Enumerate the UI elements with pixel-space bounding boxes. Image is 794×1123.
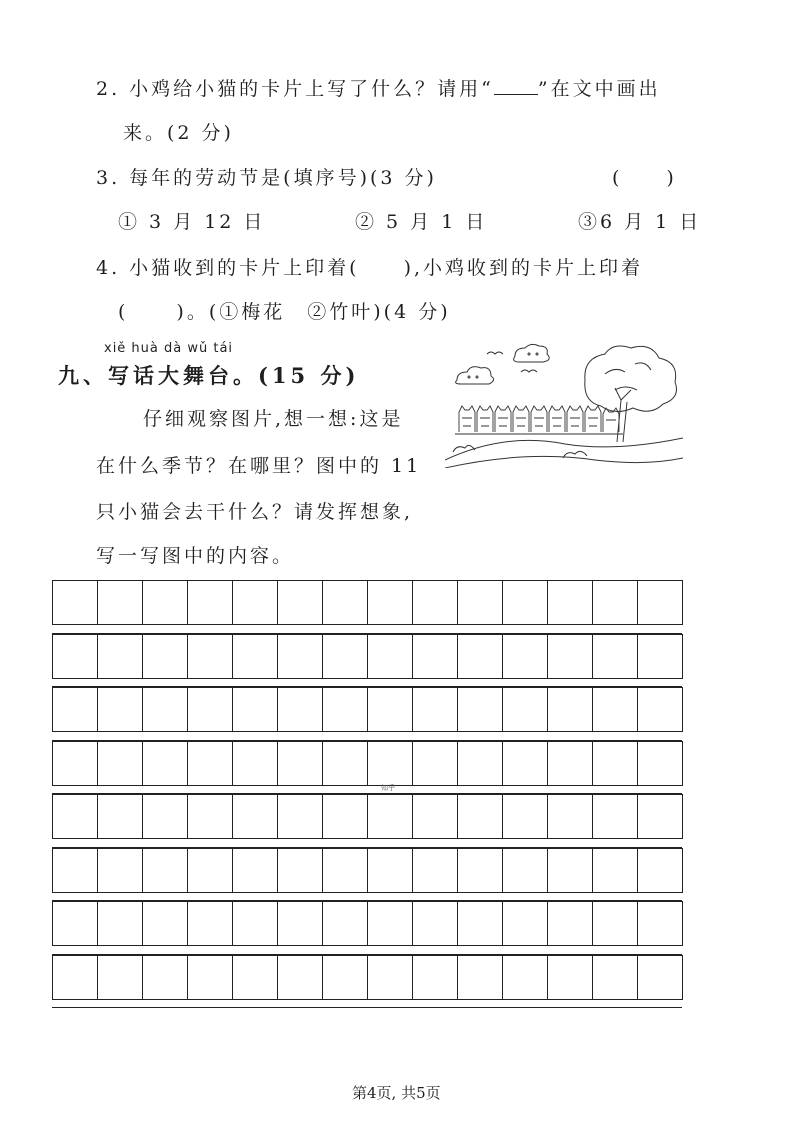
grid-cell[interactable] bbox=[143, 580, 188, 625]
grid-cell[interactable] bbox=[53, 901, 98, 946]
writing-grid[interactable] bbox=[52, 580, 682, 1008]
grid-cell[interactable] bbox=[98, 687, 143, 732]
q4-line2 bbox=[118, 297, 451, 324]
section9-prompt-2: 在什么季节？在哪里？图中的 11 bbox=[96, 455, 422, 477]
grid-cell[interactable] bbox=[233, 634, 278, 679]
q4-text-b: ),小鸡收到的卡片上印着 bbox=[403, 257, 644, 279]
grid-cells bbox=[52, 955, 683, 1000]
grid-cell[interactable] bbox=[233, 687, 278, 732]
grid-cell[interactable] bbox=[503, 634, 548, 679]
grid-cell[interactable] bbox=[323, 848, 368, 893]
grid-cell[interactable] bbox=[503, 955, 548, 1000]
grid-cell[interactable] bbox=[188, 848, 233, 893]
watermark-text: 知乎 bbox=[381, 784, 395, 792]
grid-cell[interactable] bbox=[413, 955, 458, 1000]
grid-cell[interactable] bbox=[638, 901, 683, 946]
grid-cell[interactable] bbox=[98, 901, 143, 946]
grid-cell[interactable] bbox=[593, 794, 638, 839]
q2-line2: 来。(2 分) bbox=[123, 122, 234, 144]
grid-cell[interactable] bbox=[233, 794, 278, 839]
grid-row-gap bbox=[52, 946, 682, 955]
grid-cell[interactable] bbox=[143, 901, 188, 946]
grid-cell[interactable] bbox=[188, 901, 233, 946]
section9-prompt-1: 仔细观察图片,想一想:这是 bbox=[143, 408, 404, 430]
grid-cell[interactable] bbox=[233, 955, 278, 1000]
grid-cell[interactable] bbox=[413, 794, 458, 839]
grid-cell[interactable] bbox=[98, 580, 143, 625]
grid-row bbox=[52, 848, 682, 902]
grid-cell[interactable] bbox=[323, 794, 368, 839]
grid-cell[interactable] bbox=[188, 687, 233, 732]
grid-cell[interactable] bbox=[368, 580, 413, 625]
grid-cell[interactable] bbox=[98, 741, 143, 786]
grid-cell[interactable] bbox=[323, 901, 368, 946]
grid-cells bbox=[52, 687, 683, 732]
grid-cell[interactable] bbox=[188, 634, 233, 679]
cats-illustration bbox=[445, 340, 683, 468]
q2-text-b: ”在文中画出 bbox=[537, 78, 661, 100]
grid-cell[interactable] bbox=[458, 955, 503, 1000]
q2-line1 bbox=[96, 74, 661, 101]
grid-cell[interactable] bbox=[458, 901, 503, 946]
grid-cell[interactable] bbox=[413, 901, 458, 946]
grid-cell[interactable] bbox=[53, 580, 98, 625]
grid-cell[interactable] bbox=[548, 687, 593, 732]
grid-cell[interactable] bbox=[278, 580, 323, 625]
q2-underline-sample bbox=[494, 94, 538, 95]
grid-row-gap bbox=[52, 1000, 682, 1009]
q3-stem: 3. 每年的劳动节是(填序号)(3 分) bbox=[96, 167, 437, 189]
grid-cell[interactable] bbox=[638, 848, 683, 893]
page-footer: 第4页, 共5页 bbox=[352, 1084, 441, 1102]
grid-cell[interactable] bbox=[413, 741, 458, 786]
grid-row bbox=[52, 580, 682, 634]
grid-cell[interactable] bbox=[548, 741, 593, 786]
grid-cell[interactable] bbox=[458, 580, 503, 625]
q3-option-2: ② 5 月 1 日 bbox=[355, 211, 488, 233]
grid-row bbox=[52, 794, 682, 848]
grid-cell[interactable] bbox=[503, 741, 548, 786]
grid-cell[interactable] bbox=[188, 955, 233, 1000]
grid-row-gap bbox=[52, 893, 682, 902]
grid-cell[interactable] bbox=[593, 634, 638, 679]
grid-cell[interactable] bbox=[188, 794, 233, 839]
section9-pinyin: xiě huà dà wǔ tái bbox=[104, 341, 234, 356]
grid-cell[interactable] bbox=[503, 580, 548, 625]
grid-cell[interactable] bbox=[413, 848, 458, 893]
grid-row bbox=[52, 901, 682, 955]
grid-cell[interactable] bbox=[143, 848, 188, 893]
grid-cell[interactable] bbox=[323, 955, 368, 1000]
grid-cell[interactable] bbox=[323, 580, 368, 625]
grid-cell[interactable] bbox=[53, 794, 98, 839]
grid-cell[interactable] bbox=[233, 901, 278, 946]
grid-row bbox=[52, 687, 682, 741]
grid-cell[interactable] bbox=[368, 741, 413, 786]
grid-cells bbox=[52, 580, 683, 625]
grid-cell[interactable] bbox=[278, 794, 323, 839]
grid-cell[interactable] bbox=[278, 687, 323, 732]
q3-option-3: ③6 月 1 日 bbox=[578, 211, 702, 233]
section9-prompt-4: 写一写图中的内容。 bbox=[96, 545, 295, 567]
grid-cell[interactable] bbox=[368, 955, 413, 1000]
grid-cell[interactable] bbox=[323, 687, 368, 732]
grid-cell[interactable] bbox=[98, 634, 143, 679]
grid-cell[interactable] bbox=[593, 580, 638, 625]
q3-option-1: ① 3 月 12 日 bbox=[118, 211, 266, 233]
grid-cell[interactable] bbox=[638, 955, 683, 1000]
grid-cell[interactable] bbox=[548, 634, 593, 679]
grid-cell[interactable] bbox=[143, 955, 188, 1000]
grid-cell[interactable] bbox=[368, 901, 413, 946]
grid-cell[interactable] bbox=[458, 794, 503, 839]
grid-cell[interactable] bbox=[503, 901, 548, 946]
grid-cells bbox=[52, 741, 683, 786]
grid-cell[interactable] bbox=[593, 687, 638, 732]
grid-cell[interactable] bbox=[548, 794, 593, 839]
grid-cells bbox=[52, 901, 683, 946]
grid-cell[interactable] bbox=[458, 741, 503, 786]
grid-cell[interactable] bbox=[503, 794, 548, 839]
grid-cell[interactable] bbox=[503, 687, 548, 732]
section9-prompt-3: 只小猫会去干什么？请发挥想象, bbox=[96, 501, 414, 523]
grid-cell[interactable] bbox=[323, 741, 368, 786]
grid-cell[interactable] bbox=[458, 848, 503, 893]
grid-cell[interactable] bbox=[368, 848, 413, 893]
q4-line2-a: ( bbox=[118, 301, 129, 323]
grid-cell[interactable] bbox=[98, 848, 143, 893]
grid-cell[interactable] bbox=[53, 687, 98, 732]
grid-cells bbox=[52, 634, 683, 679]
grid-cell[interactable] bbox=[458, 634, 503, 679]
grid-cell[interactable] bbox=[413, 634, 458, 679]
section9-title: 九、写话大舞台。(15 分) bbox=[58, 363, 360, 388]
q4-text-a: 4. 小猫收到的卡片上印着( bbox=[96, 257, 360, 279]
grid-cell[interactable] bbox=[188, 741, 233, 786]
grid-cell[interactable] bbox=[278, 848, 323, 893]
grid-cell[interactable] bbox=[98, 955, 143, 1000]
grid-cell[interactable] bbox=[98, 794, 143, 839]
grid-cell[interactable] bbox=[638, 741, 683, 786]
grid-cell[interactable] bbox=[638, 794, 683, 839]
grid-cell[interactable] bbox=[143, 634, 188, 679]
grid-cell[interactable] bbox=[638, 580, 683, 625]
grid-row-gap bbox=[52, 732, 682, 741]
grid-cell[interactable] bbox=[593, 848, 638, 893]
grid-cell[interactable] bbox=[278, 634, 323, 679]
grid-cell[interactable] bbox=[548, 955, 593, 1000]
grid-cell[interactable] bbox=[593, 901, 638, 946]
grid-cell[interactable] bbox=[368, 687, 413, 732]
grid-cell[interactable] bbox=[233, 741, 278, 786]
q3-answer-paren[interactable]: ( ) bbox=[612, 167, 677, 189]
grid-cell[interactable] bbox=[143, 741, 188, 786]
grid-cell[interactable] bbox=[368, 634, 413, 679]
grid-cell[interactable] bbox=[593, 955, 638, 1000]
grid-cell[interactable] bbox=[143, 687, 188, 732]
grid-cell[interactable] bbox=[368, 794, 413, 839]
grid-cells bbox=[52, 794, 683, 839]
grid-row-gap bbox=[52, 625, 682, 634]
grid-row bbox=[52, 634, 682, 688]
grid-row bbox=[52, 955, 682, 1009]
grid-cell[interactable] bbox=[503, 848, 548, 893]
grid-cell[interactable] bbox=[278, 901, 323, 946]
grid-row-gap bbox=[52, 839, 682, 848]
q2-text-a: 2. 小鸡给小猫的卡片上写了什么？请用“ bbox=[96, 78, 494, 100]
grid-cell[interactable] bbox=[188, 580, 233, 625]
grid-cell[interactable] bbox=[458, 687, 503, 732]
grid-cells bbox=[52, 848, 683, 893]
grid-cell[interactable] bbox=[593, 741, 638, 786]
grid-cell[interactable] bbox=[548, 580, 593, 625]
grid-cell[interactable] bbox=[413, 687, 458, 732]
grid-cell[interactable] bbox=[413, 580, 458, 625]
grid-row-gap bbox=[52, 786, 682, 795]
grid-cell[interactable] bbox=[638, 687, 683, 732]
q4-line2-b: )。(①梅花 ②竹叶)(4 分) bbox=[176, 301, 451, 323]
grid-cell[interactable] bbox=[233, 848, 278, 893]
grid-cell[interactable] bbox=[548, 901, 593, 946]
grid-cell[interactable] bbox=[638, 634, 683, 679]
grid-cell[interactable] bbox=[278, 741, 323, 786]
q4-line1 bbox=[96, 253, 643, 280]
grid-cell[interactable] bbox=[53, 955, 98, 1000]
grid-row bbox=[52, 741, 682, 795]
grid-cell[interactable] bbox=[233, 580, 278, 625]
grid-cell[interactable] bbox=[548, 848, 593, 893]
grid-row-gap bbox=[52, 679, 682, 688]
grid-cell[interactable] bbox=[53, 634, 98, 679]
grid-cell[interactable] bbox=[53, 741, 98, 786]
grid-cell[interactable] bbox=[278, 955, 323, 1000]
grid-cell[interactable] bbox=[323, 634, 368, 679]
grid-cell[interactable] bbox=[143, 794, 188, 839]
grid-cell[interactable] bbox=[53, 848, 98, 893]
